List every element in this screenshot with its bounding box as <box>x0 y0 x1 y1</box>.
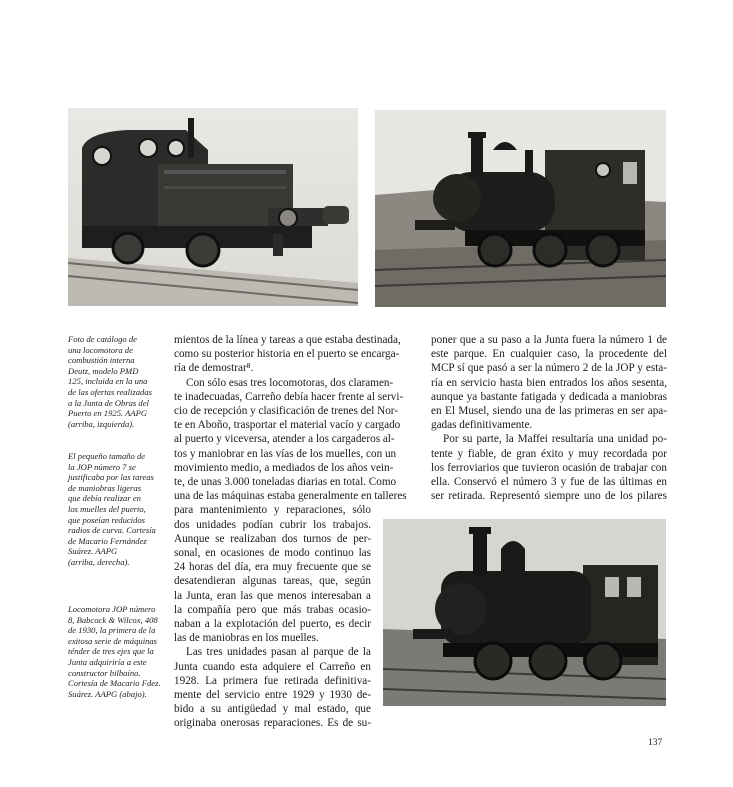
body-line: los ferroviarios que tuvieron ocasión de trabajar con <box>431 461 667 474</box>
page-number: 137 <box>648 738 663 748</box>
caption-line: combustión interna <box>68 355 135 366</box>
body-line: como su posterior historia en el puerto se encarga- <box>174 348 400 361</box>
caption-line: Locomotora JOP número <box>68 604 156 614</box>
caption-line: constructor bilbaíno. <box>68 667 141 678</box>
body-column-1 <box>174 333 407 731</box>
body-line: poner que a su paso a la Junta fuera la número 1 de <box>431 334 667 346</box>
body-line: la compañía pero que más trabas ocasio- <box>174 603 371 616</box>
body-line: Por su parte, la Maffei resultaría una unidad po- <box>443 433 667 446</box>
body-line: MCP sí que pasó a ser la número 2 de la JOP y esta- <box>431 362 667 375</box>
body-column-2 <box>431 333 667 503</box>
caption-line: Suárez. AAPG (abajo). <box>68 688 147 699</box>
body-line: desatendieran algunas tareas, que, según <box>174 575 371 588</box>
body-line: al puerto y viceversa, atender a los cargaderos al- <box>174 433 395 446</box>
caption-line: Suárez. AAPG <box>68 546 118 557</box>
body-line: este parque. En cualquier caso, la procedente del <box>431 348 667 361</box>
body-line: dos unidades podían cubrir los trabajos. <box>174 518 371 531</box>
caption-line: 8, Babcock & Wilcox, 408 <box>68 614 158 625</box>
caption-line: de maniobras ligeras <box>68 482 142 493</box>
caption-line: justificaba por las tareas <box>68 472 154 483</box>
caption-line: de 1930, la primera de la <box>68 625 156 636</box>
jop-8-locomotive-photo <box>383 519 666 706</box>
body-line: las de maniobras en los muelles. <box>174 632 319 645</box>
caption-line: Cortesía de Macario Fdez. <box>68 678 161 689</box>
body-line: Junta cuando esta adquiere el Carreño en <box>174 660 371 673</box>
body-line: Con sólo esas tres locomotoras, dos claramen- <box>186 376 394 389</box>
body-line: gadas definitivamente. <box>431 419 533 432</box>
caption-line: radios de curva. Cortesía <box>68 525 156 536</box>
body-line: ría en servicio hasta bien entrados los años sesenta, <box>431 376 667 389</box>
body-line: sonal, en ocasiones de modo continuo las <box>174 547 371 560</box>
caption-line: (arriba, derecha). <box>68 556 130 567</box>
caption-line: 125, incluida en la una <box>68 376 148 387</box>
caption-jop-7-photo <box>68 451 162 568</box>
caption-deutz-photo <box>68 334 162 429</box>
body-line: 24 horas del día, era muy frecuente que se <box>174 561 371 574</box>
body-line: bido a su antigüedad y mal estado, que <box>174 703 371 716</box>
caption-line: ténder de tres ejes que la <box>68 646 154 657</box>
body-line: ella. Conservó el número 3 y fue de las últimas en <box>431 476 667 489</box>
body-line: Aunque se realizaban dos turnos de per- <box>174 532 371 545</box>
body-line: tente y fiable, de gran éxito y muy recordada por <box>431 447 667 460</box>
body-line: naban a la explotación del puerto, es decir <box>174 618 371 631</box>
body-line: tos y maniobrar en las vías de los muelles, con un <box>174 447 397 460</box>
caption-jop-8-photo <box>68 604 162 699</box>
body-line: originaba onerosas reparaciones. Es de su- <box>174 717 371 730</box>
body-line: te en Aboño, trasportar el material vacío y cargado <box>174 419 401 432</box>
body-line: ría de demostrar⁸. <box>174 362 254 375</box>
body-line: 1928. La primera fue retirada definitiva- <box>174 674 371 687</box>
body-line: ser retirada. Representó siempre uno de los pilares <box>431 490 667 503</box>
caption-line: Junta adquiriría a este <box>68 656 147 667</box>
caption-line: los muelles del puerto, <box>68 503 146 514</box>
caption-line: exitosa serie de máquinas <box>68 635 158 646</box>
body-line: la Junta, eran las que menos interesaban a <box>174 589 371 602</box>
caption-line: Deutz, modelo PMD <box>68 365 139 376</box>
deutz-locomotive-photo <box>68 108 358 306</box>
jop-7-locomotive-photo <box>375 110 666 307</box>
body-line: mente del servicio entre 1929 y 1930 de- <box>174 689 371 702</box>
body-line: mientos de la línea y tareas a que estaba destinada, <box>174 334 401 346</box>
body-line: para mantenimiento y reparaciones, sólo <box>174 504 371 517</box>
caption-line: El pequeño tamaño de <box>68 451 146 461</box>
body-line: en El Musel, siendo una de las primeras en ser apa- <box>431 405 667 418</box>
caption-line: de las ofertas realizadas <box>68 386 152 397</box>
caption-line: de Macario Fernández <box>68 535 147 546</box>
body-line: aunque ya bastante fatigada y dedicada a maniobras <box>431 390 667 403</box>
caption-line: una locomotora de <box>68 344 133 355</box>
body-line: movimiento medio, a mediados de los años vein- <box>174 461 394 474</box>
body-line: Las tres unidades pasan al parque de la <box>186 646 371 659</box>
body-line: una de las máquinas estaba generalmente en talleres <box>174 490 407 503</box>
body-line: cio de recepción y clasificación de trenes del Nor- <box>174 405 399 418</box>
body-line: te inadecuadas, Carreño debía hacer frente al servi- <box>174 390 404 403</box>
caption-line: a la Junta de Obras del <box>68 397 149 408</box>
caption-line: Puerto en 1925. AAPG <box>68 408 148 419</box>
caption-line: que debía realizar en <box>68 493 141 504</box>
caption-line: que poseían reducidos <box>68 514 146 525</box>
caption-line: Foto de catálogo de <box>68 334 137 344</box>
caption-line: la JOP número 7 se <box>68 461 136 472</box>
body-line: te, de unas 3.000 toneladas diarias en total. Como <box>174 476 397 489</box>
caption-line: (arriba, izquierda). <box>68 418 135 429</box>
